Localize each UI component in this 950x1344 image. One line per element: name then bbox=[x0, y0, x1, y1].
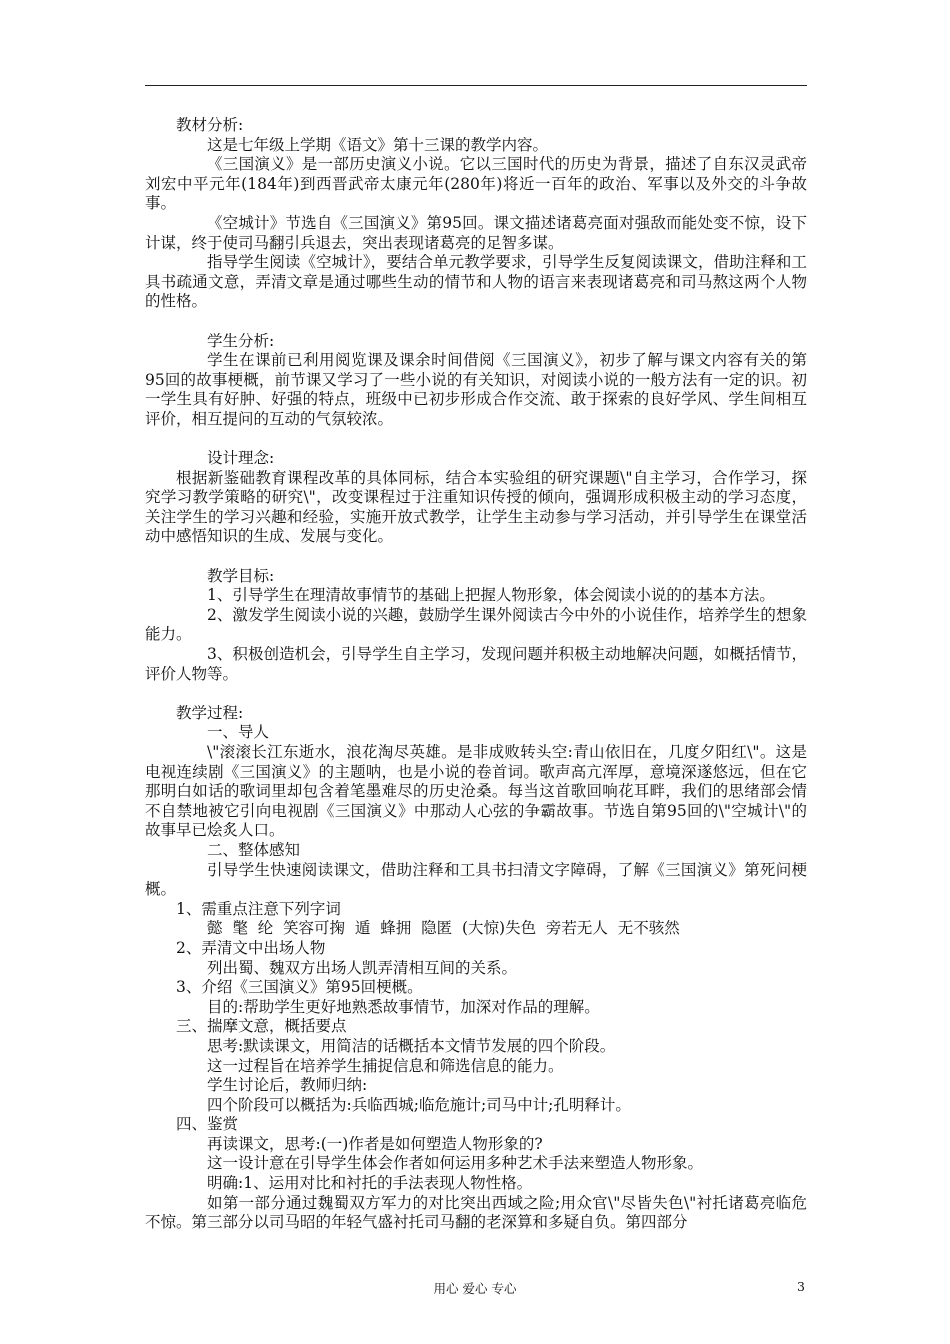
paragraph: 思考:默读课文，用简洁的话概括本文情节发展的四个阶段。 bbox=[207, 1036, 616, 1055]
paragraph: 明确:1、运用对比和衬托的手法表现人物性格。 bbox=[207, 1174, 533, 1193]
paragraph: 这一设计意在引导学生体会作者如何运用多种艺术手法来塑造人物形象。 bbox=[207, 1154, 704, 1173]
section-heading-process: 教学过程: bbox=[176, 703, 244, 722]
list-item-text: 目的:帮助学生更好地熟悉故事情节，加深对作品的理解。 bbox=[207, 997, 600, 1016]
paragraph: 根据新鉴础教育课程改革的具体同标，结合本实验组的研究课题\"自主学习，合作学习，探究学习教学策略的研究\"，改变课程过于注重知识传授的倾向，强调形成积极主动的学习态度，关注学生的学习兴趣和经验，实施开放式教学，让学生主动参与学习活动，并引导学生在课堂活动中感悟知识的生成、发展与变化。 bbox=[145, 468, 807, 546]
paragraph: 这是七年级上学期《语文》第十三课的教学内容。 bbox=[207, 135, 549, 154]
paragraph: 再读课文，思考:(一)作者是如何塑造人物形象的? bbox=[207, 1134, 543, 1153]
section-heading-goals: 教学目标: bbox=[207, 566, 275, 585]
section-heading-students: 学生分析: bbox=[207, 331, 275, 350]
paragraph: 学生讨论后，教师归纳: bbox=[207, 1076, 368, 1095]
paragraph: 引导学生快速阅读课文，借助注释和工具书扫清文字障碍，了解《三国演义》第死问梗概。 bbox=[145, 860, 807, 899]
footer-slogan: 用心 爱心 专心 bbox=[433, 1281, 517, 1296]
page-number: 3 bbox=[797, 1279, 805, 1294]
subsection-title: 三、揣摩文意，概括要点 bbox=[176, 1017, 347, 1036]
subsection-title: 一、导人 bbox=[207, 723, 270, 742]
list-item: 1、需重点注意下列字词 bbox=[176, 899, 341, 918]
section-heading-design: 设计理念: bbox=[207, 449, 275, 468]
goal-item: 3、积极创造机会，引导学生自主学习，发现问题并积极主动地解决问题，如概括情节，评价人物等。 bbox=[145, 645, 807, 683]
paragraph: 四个阶段可以概括为:兵临西城;临危施计;司马中计;孔明释计。 bbox=[207, 1095, 631, 1114]
goal-item: 2、激发学生阅读小说的兴趣，鼓励学生课外阅读古今中外的小说佳作，培养学生的想象能力。 bbox=[145, 605, 807, 644]
goal-item: 1、引导学生在理清故事情节的基础上把握人物形象，体会阅读小说的的基本方法。 bbox=[207, 586, 775, 605]
paragraph: 如第一部分通过魏蜀双方军力的对比突出西域之险;用众官\"尽皆失色\"衬托诸葛亮临危不惊。第三部分以司马昭的年轻气盛衬托司马翻的老深算和多疑自负。第四部分 bbox=[145, 1193, 807, 1232]
list-item-text: 列出蜀、魏双方出场人凯弄清相互间的关系。 bbox=[207, 958, 518, 977]
paragraph: 这一过程旨在培养学生捕捉信息和筛选信息的能力。 bbox=[207, 1056, 564, 1075]
paragraph: 指导学生阅读《空城计》，要结合单元教学要求，引导学生反复阅读课文，借助注释和工具书疏通文意，弄清文章是通过哪些生动的情节和人物的语言来表现诸葛亮和司马熬这两个人物的性格。 bbox=[145, 253, 807, 311]
paragraph: 《三国演义》是一部历史演义小说。它以三国时代的历史为背景，描述了自东汉灵武帝刘宏中平元年(184年)到西晋武帝太康元年(280年)将近一百年的政治、军事以及外交的斗争故事。 bbox=[145, 155, 807, 213]
paragraph: 《空城计》节选自《三国演义》第95回。课文描述诸葛亮面对强敌而能处变不惊，设下计谋，终于使司马翻引兵退去，突出表现诸葛亮的足智多谋。 bbox=[145, 213, 807, 252]
vocabulary-list: 懿 氅 纶 笑容可掬 遁 蜂拥 隐匿 (大惊)失色 旁若无人 无不骇然 bbox=[207, 919, 680, 938]
paragraph: \"滚滚长江东逝水，浪花淘尽英雄。是非成败转头空:青山依旧在，几度夕阳红\"。这是电视连续剧《三国演义》的主题呐，也是小说的卷首词。歌声高亢浑厚，意境深遂悠远，但在它那明白如话的歌词里却包含着笔墨难尽的历史沧桑。每当这首歌回响花耳畔，我们的思绪部会情不自禁地被它引向电视剧《三国演义》中那动人心弦的争霸故事。节选自第95回的\"空城计\"的故事早已烩炙人口。 bbox=[145, 743, 807, 840]
document-body bbox=[145, 116, 807, 1233]
subsection-title: 四、鉴赏 bbox=[176, 1115, 239, 1134]
section-heading-textbook: 教材分析: bbox=[176, 116, 244, 134]
list-item: 2、弄清文中出场人物 bbox=[176, 938, 326, 957]
paragraph: 学生在课前已利用阅览课及课余时间借阅《三国演义》，初步了解与课文内容有关的第95回的故事梗概，前节课又学习了一些小说的有关知识，对阅读小说的一般方法有一定的识。初一学生具有好肿、好强的特点，班级中已初步形成合作交流、敢于探索的良好学风、学生间相互评价，相互提问的互动的气氛较浓。 bbox=[145, 351, 807, 428]
list-item: 3、介绍《三国演义》第95回梗概。 bbox=[176, 978, 423, 997]
header-rule bbox=[145, 85, 807, 86]
subsection-title: 二、整体感知 bbox=[207, 840, 301, 859]
